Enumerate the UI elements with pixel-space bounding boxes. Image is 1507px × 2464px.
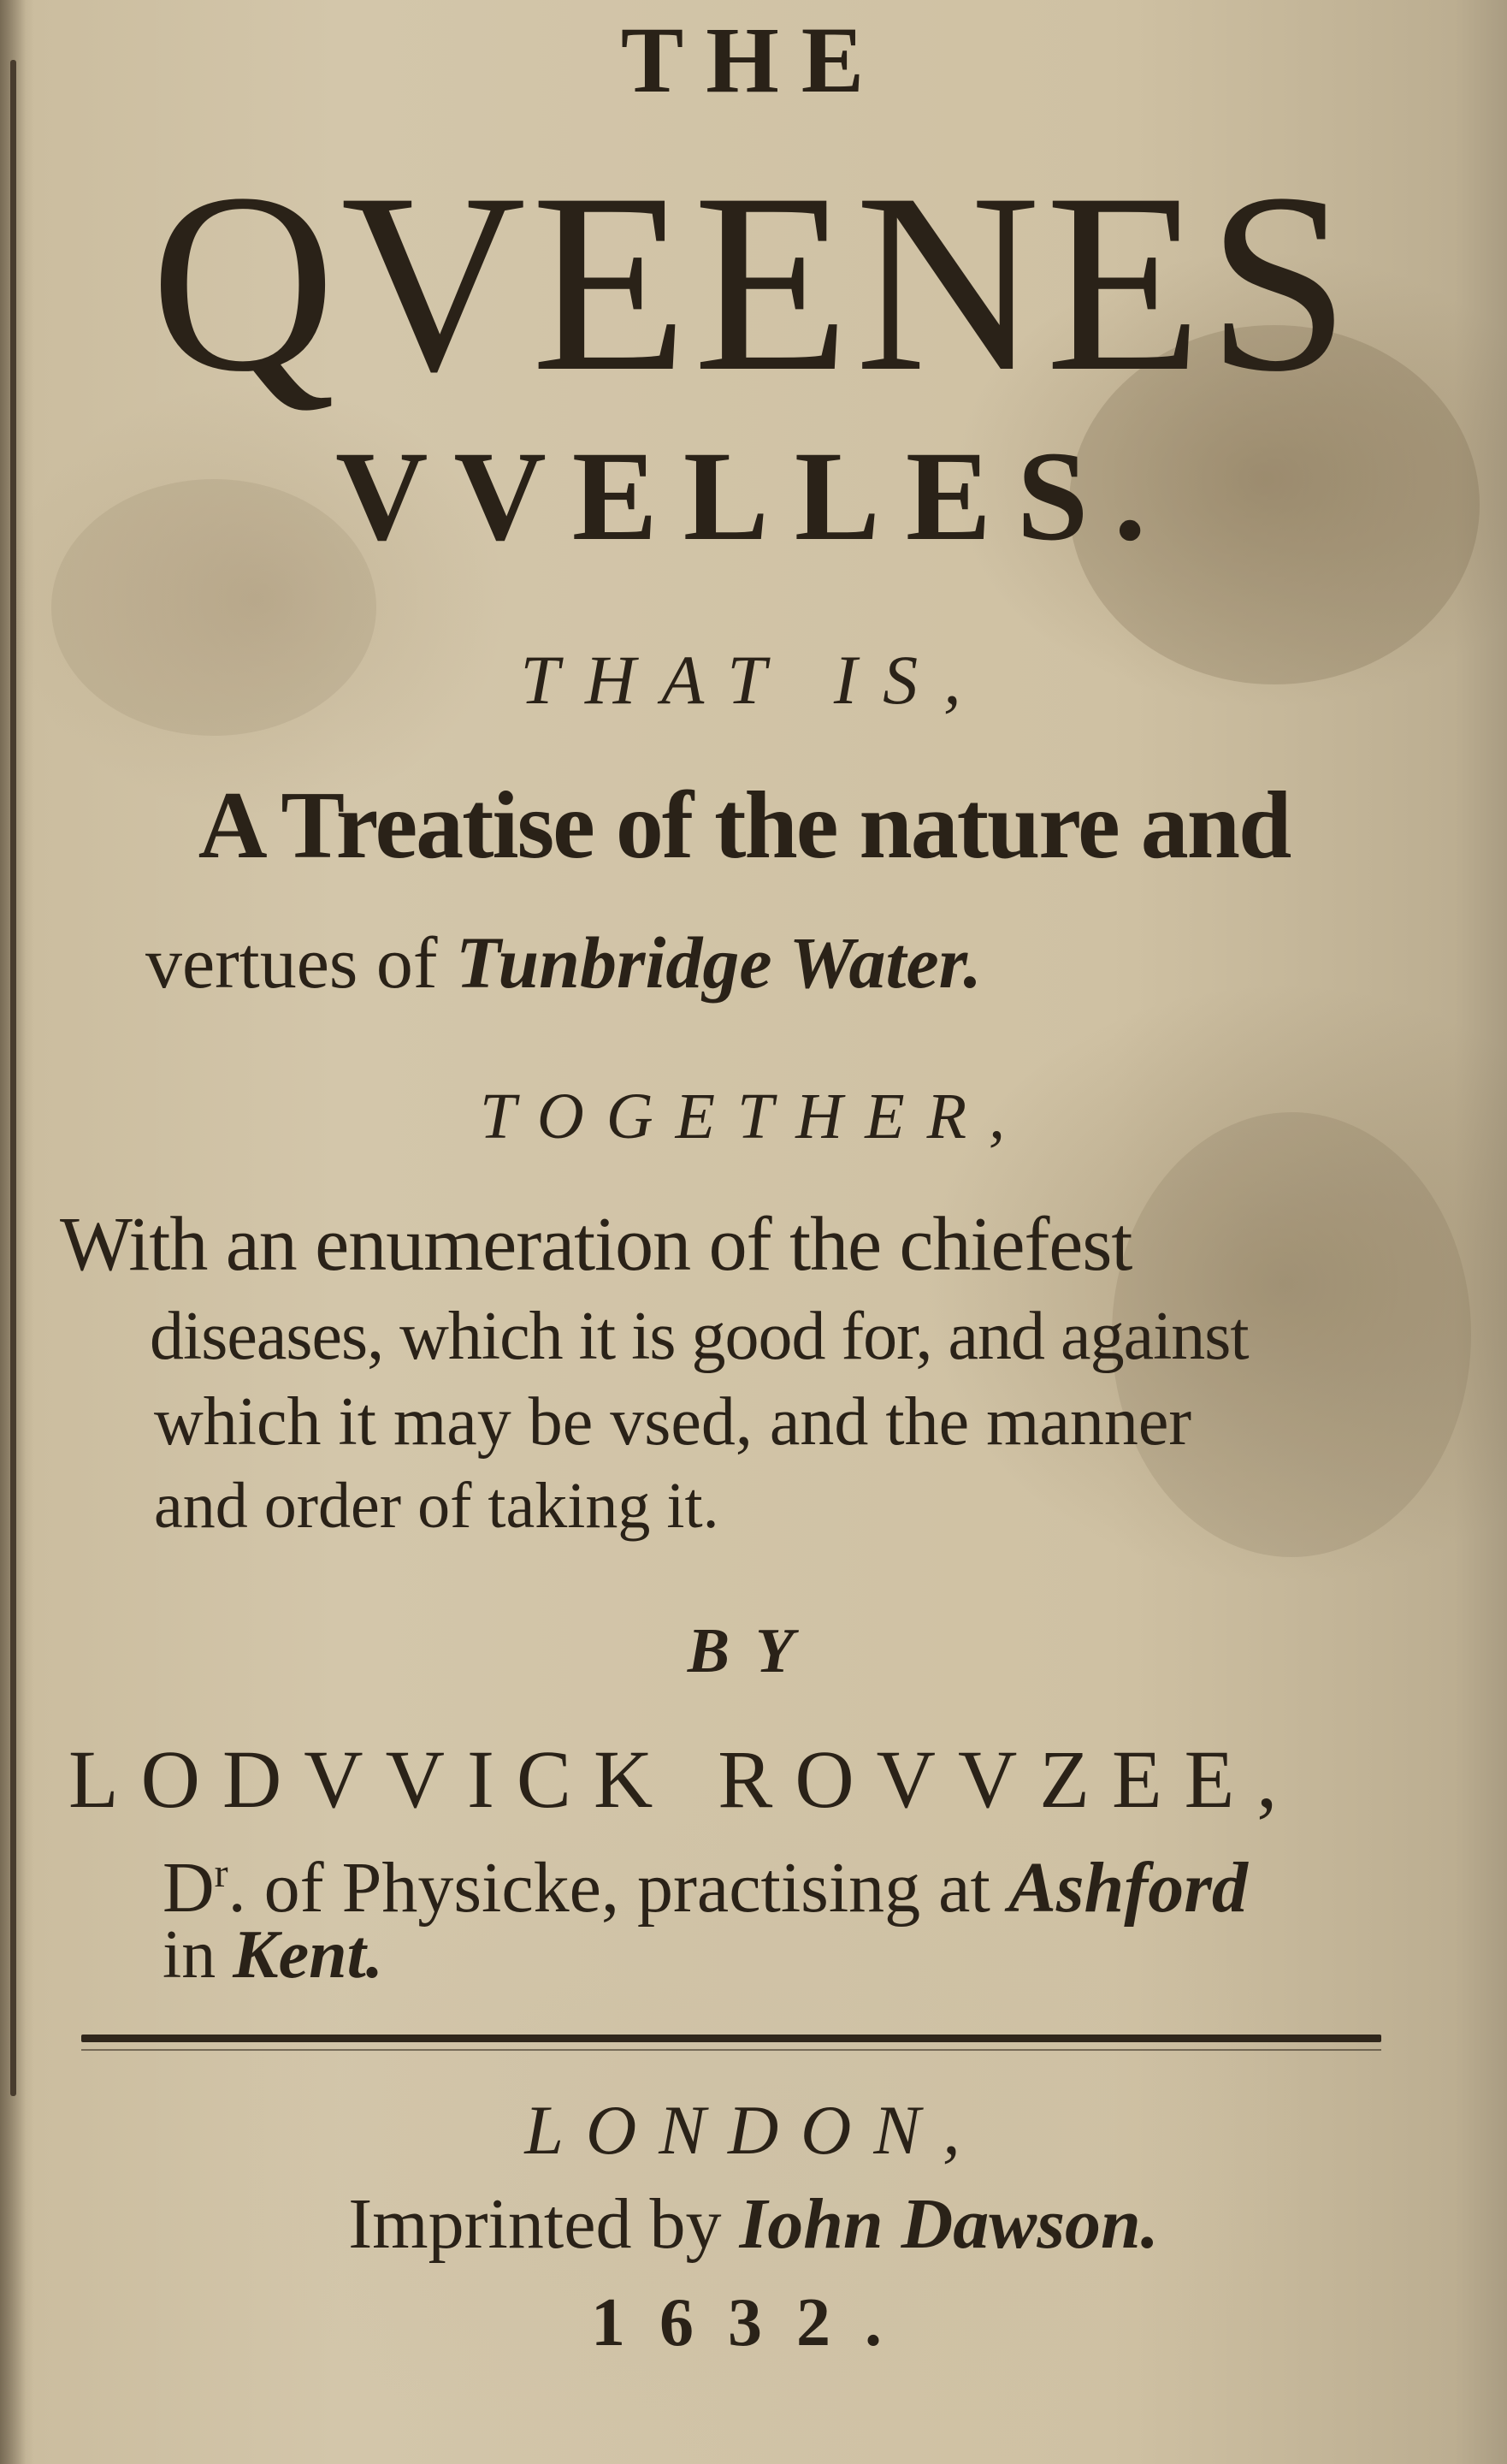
subtitle-line-1: A Treatise of the nature and — [198, 773, 1291, 879]
imprint-text: Imprinted by — [348, 2184, 740, 2264]
heading-the: THE — [620, 8, 887, 112]
heading-welles: VVELLES. — [335, 425, 1172, 567]
place-name-ashford: Ashford — [1008, 1848, 1248, 1928]
subtitle-text: Water. — [771, 921, 982, 1004]
description-line-1: With an enumeration of the chiefest — [60, 1202, 1132, 1287]
imprint-year: 1632. — [591, 2285, 916, 2360]
description-line-3: which it may be vsed, and the manner — [154, 1384, 1191, 1460]
author-name: LODVVICK ROVVZEE, — [68, 1733, 1300, 1825]
author-location — [163, 1912, 847, 1998]
degree-text: D — [163, 1848, 215, 1928]
location-text: in — [163, 1917, 233, 1993]
that-is-line: THAT IS, — [520, 641, 987, 719]
place-name-tunbridge: Tunbridge — [455, 921, 772, 1004]
together-line: TOGETHER, — [479, 1081, 1028, 1152]
description-line-4: and order of taking it. — [154, 1470, 719, 1542]
divider-rule — [81, 2035, 1381, 2042]
degree-superscript: r — [214, 1851, 228, 1896]
printer-name: Iohn Dawson. — [739, 2184, 1159, 2264]
subtitle-text: vertues of — [145, 921, 456, 1004]
divider-rule — [81, 2049, 1381, 2051]
place-name-kent: Kent. — [233, 1917, 383, 1993]
heading-queenes: QVEENES — [150, 140, 1356, 424]
imprint-city: LONDON, — [524, 2091, 983, 2169]
by-line: BY — [687, 1616, 820, 1686]
subtitle-line-2 — [145, 911, 1172, 1014]
description-line-2: diseases, which it is good for, and against — [150, 1299, 1249, 1374]
imprint-line — [0, 2177, 1507, 2272]
degree-text: . of Physicke, practising at — [228, 1848, 1008, 1928]
